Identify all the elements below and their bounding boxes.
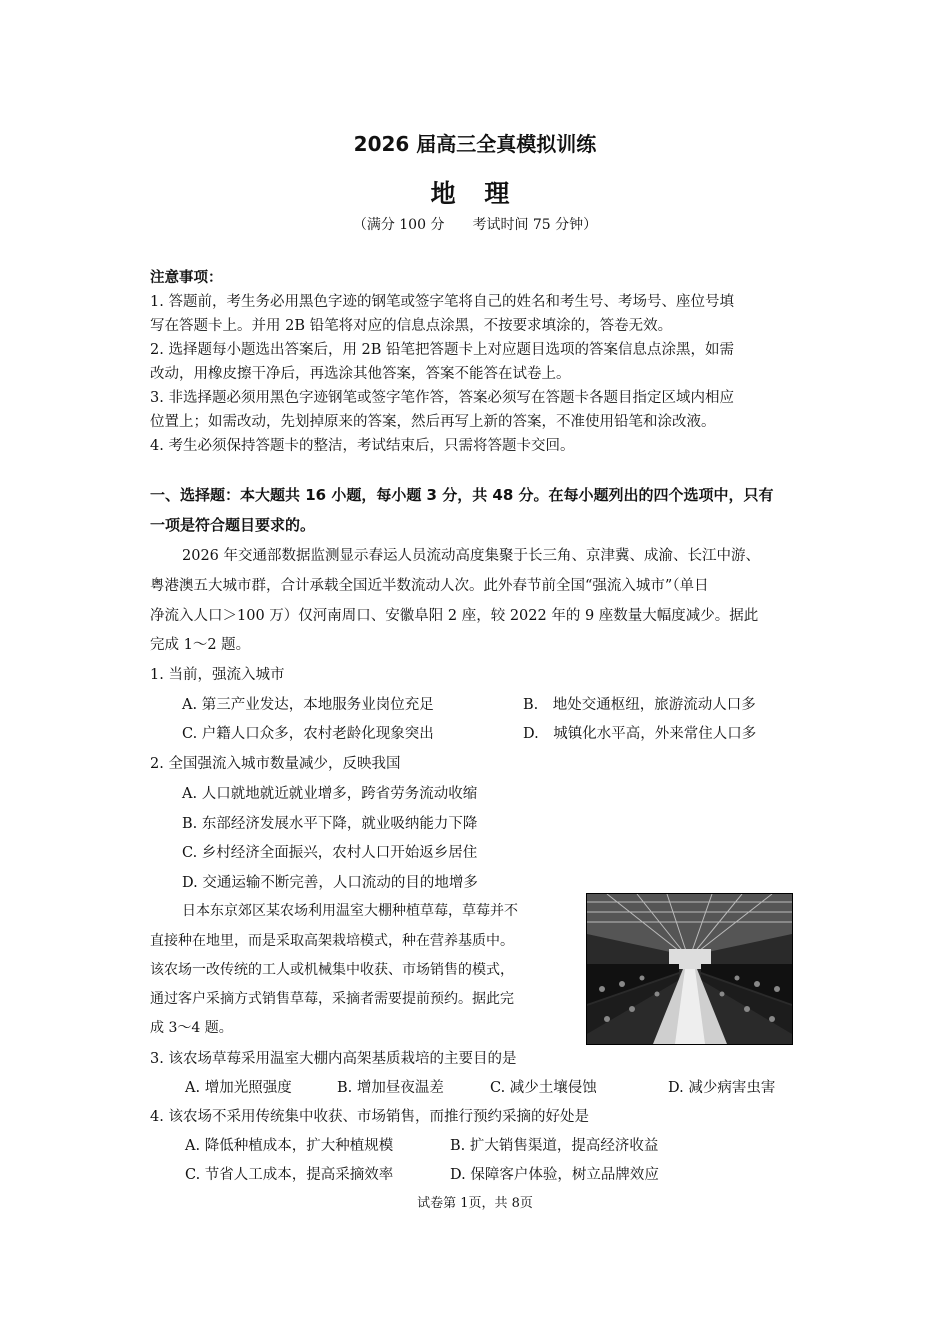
question-1-option-d: D. 城镇化水平高，外来常住人口多 [523, 726, 757, 742]
exam-title: 2026 届高三全真模拟训练 [353, 132, 597, 156]
question-1-option-c: C. 户籍人口众多，农村老龄化现象突出 [182, 726, 434, 742]
exam-info: （满分 100 分 考试时间 75 分钟） [352, 217, 598, 233]
question-3-option-c: C. 减少土壤侵蚀 [490, 1080, 597, 1096]
notes-line: 4. 考生必须保持答题卡的整洁，考试结束后，只需将答题卡交回。 [150, 438, 575, 454]
question-2-option-b: B. 东部经济发展水平下降，就业吸纳能力下降 [182, 816, 478, 832]
passage-line: 该农场一改传统的工人或机械集中收获、市场销售的模式， [150, 962, 514, 978]
passage-line: 2026 年交通部数据监测显示春运人员流动高度集聚于长三角、京津冀、成渝、长江中游、 [182, 548, 761, 564]
question-3-option-d: D. 减少病害虫害 [668, 1080, 776, 1096]
question-4-option-b: B. 扩大销售渠道，提高经济收益 [450, 1138, 659, 1154]
greenhouse-photo [586, 893, 793, 1045]
question-1-option-b: B. 地处交通枢纽，旅游流动人口多 [523, 697, 756, 713]
question-2-stem: 2. 全国强流入城市数量减少，反映我国 [150, 756, 401, 772]
notes-heading: 注意事项： [150, 270, 223, 286]
passage-line: 日本东京郊区某农场利用温室大棚种植草莓，草莓并不 [182, 903, 518, 919]
notes-line: 2. 选择题每小题选出答案后，用 2B 铅笔把答题卡上对应题目选项的答案信息点涂黑，如需 [150, 342, 735, 358]
question-4-option-d: D. 保障客户体验，树立品牌效应 [450, 1167, 659, 1183]
passage-line: 完成 1～2 题。 [150, 637, 251, 653]
section-heading: 一项是符合题目要求的。 [150, 516, 316, 534]
page-footer: 试卷第 1页，共 8页 [417, 1196, 533, 1211]
passage-line: 直接种在地里，而是采取高架栽培模式，种在营养基质中。 [150, 933, 514, 949]
passage-line: 粤港澳五大城市群，合计承载全国近半数流动人次。此外春节前全国“强流入城市”（单日 [150, 578, 709, 594]
question-2-option-c: C. 乡村经济全面振兴，农村人口开始返乡居住 [182, 845, 478, 861]
subject-title: 地 理 [430, 179, 520, 208]
question-1-stem: 1. 当前，强流入城市 [150, 667, 285, 683]
section-heading: 一、选择题：本大题共 16 小题，每小题 3 分，共 48 分。在每小题列出的四个选项中，只有 [150, 486, 774, 504]
question-3-option-a: A. 增加光照强度 [185, 1080, 292, 1096]
question-2-option-d: D. 交通运输不断完善，人口流动的目的地增多 [182, 875, 478, 891]
notes-line: 位置上；如需改动，先划掉原来的答案，然后再写上新的答案，不准使用铅笔和涂改液。 [150, 414, 716, 430]
passage-line: 成 3～4 题。 [150, 1020, 233, 1036]
question-3-stem: 3. 该农场草莓采用温室大棚内高架基质栽培的主要目的是 [150, 1051, 517, 1067]
passage-line: 净流入人口＞100 万）仅河南周口、安徽阜阳 2 座，较 2022 年的 9 座数量大幅度减少。据此 [150, 608, 759, 624]
question-4-stem: 4. 该农场不采用传统集中收获、市场销售，而推行预约采摘的好处是 [150, 1109, 589, 1125]
question-2-option-a: A. 人口就地就近就业增多，跨省劳务流动收缩 [182, 786, 478, 802]
question-1-option-a: A. 第三产业发达，本地服务业岗位充足 [182, 697, 434, 713]
question-3-option-b: B. 增加昼夜温差 [337, 1080, 444, 1096]
question-4-option-c: C. 节省人工成本，提高采摘效率 [185, 1167, 394, 1183]
notes-line: 改动，用橡皮擦干净后，再选涂其他答案，答案不能答在试卷上。 [150, 366, 571, 382]
notes-line: 3. 非选择题必须用黑色字迹钢笔或签字笔作答，答案必须写在答题卡各题目指定区域内相应 [150, 390, 734, 406]
passage-line: 通过客户采摘方式销售草莓，采摘者需要提前预约。据此完 [150, 991, 514, 1007]
question-4-option-a: A. 降低种植成本，扩大种植规模 [185, 1138, 394, 1154]
notes-line: 写在答题卡上。并用 2B 铅笔将对应的信息点涂黑，不按要求填涂的，答卷无效。 [150, 318, 673, 334]
notes-line: 1. 答题前，考生务必用黑色字迹的钢笔或签字笔将自己的姓名和考生号、考场号、座位号填 [150, 294, 734, 310]
